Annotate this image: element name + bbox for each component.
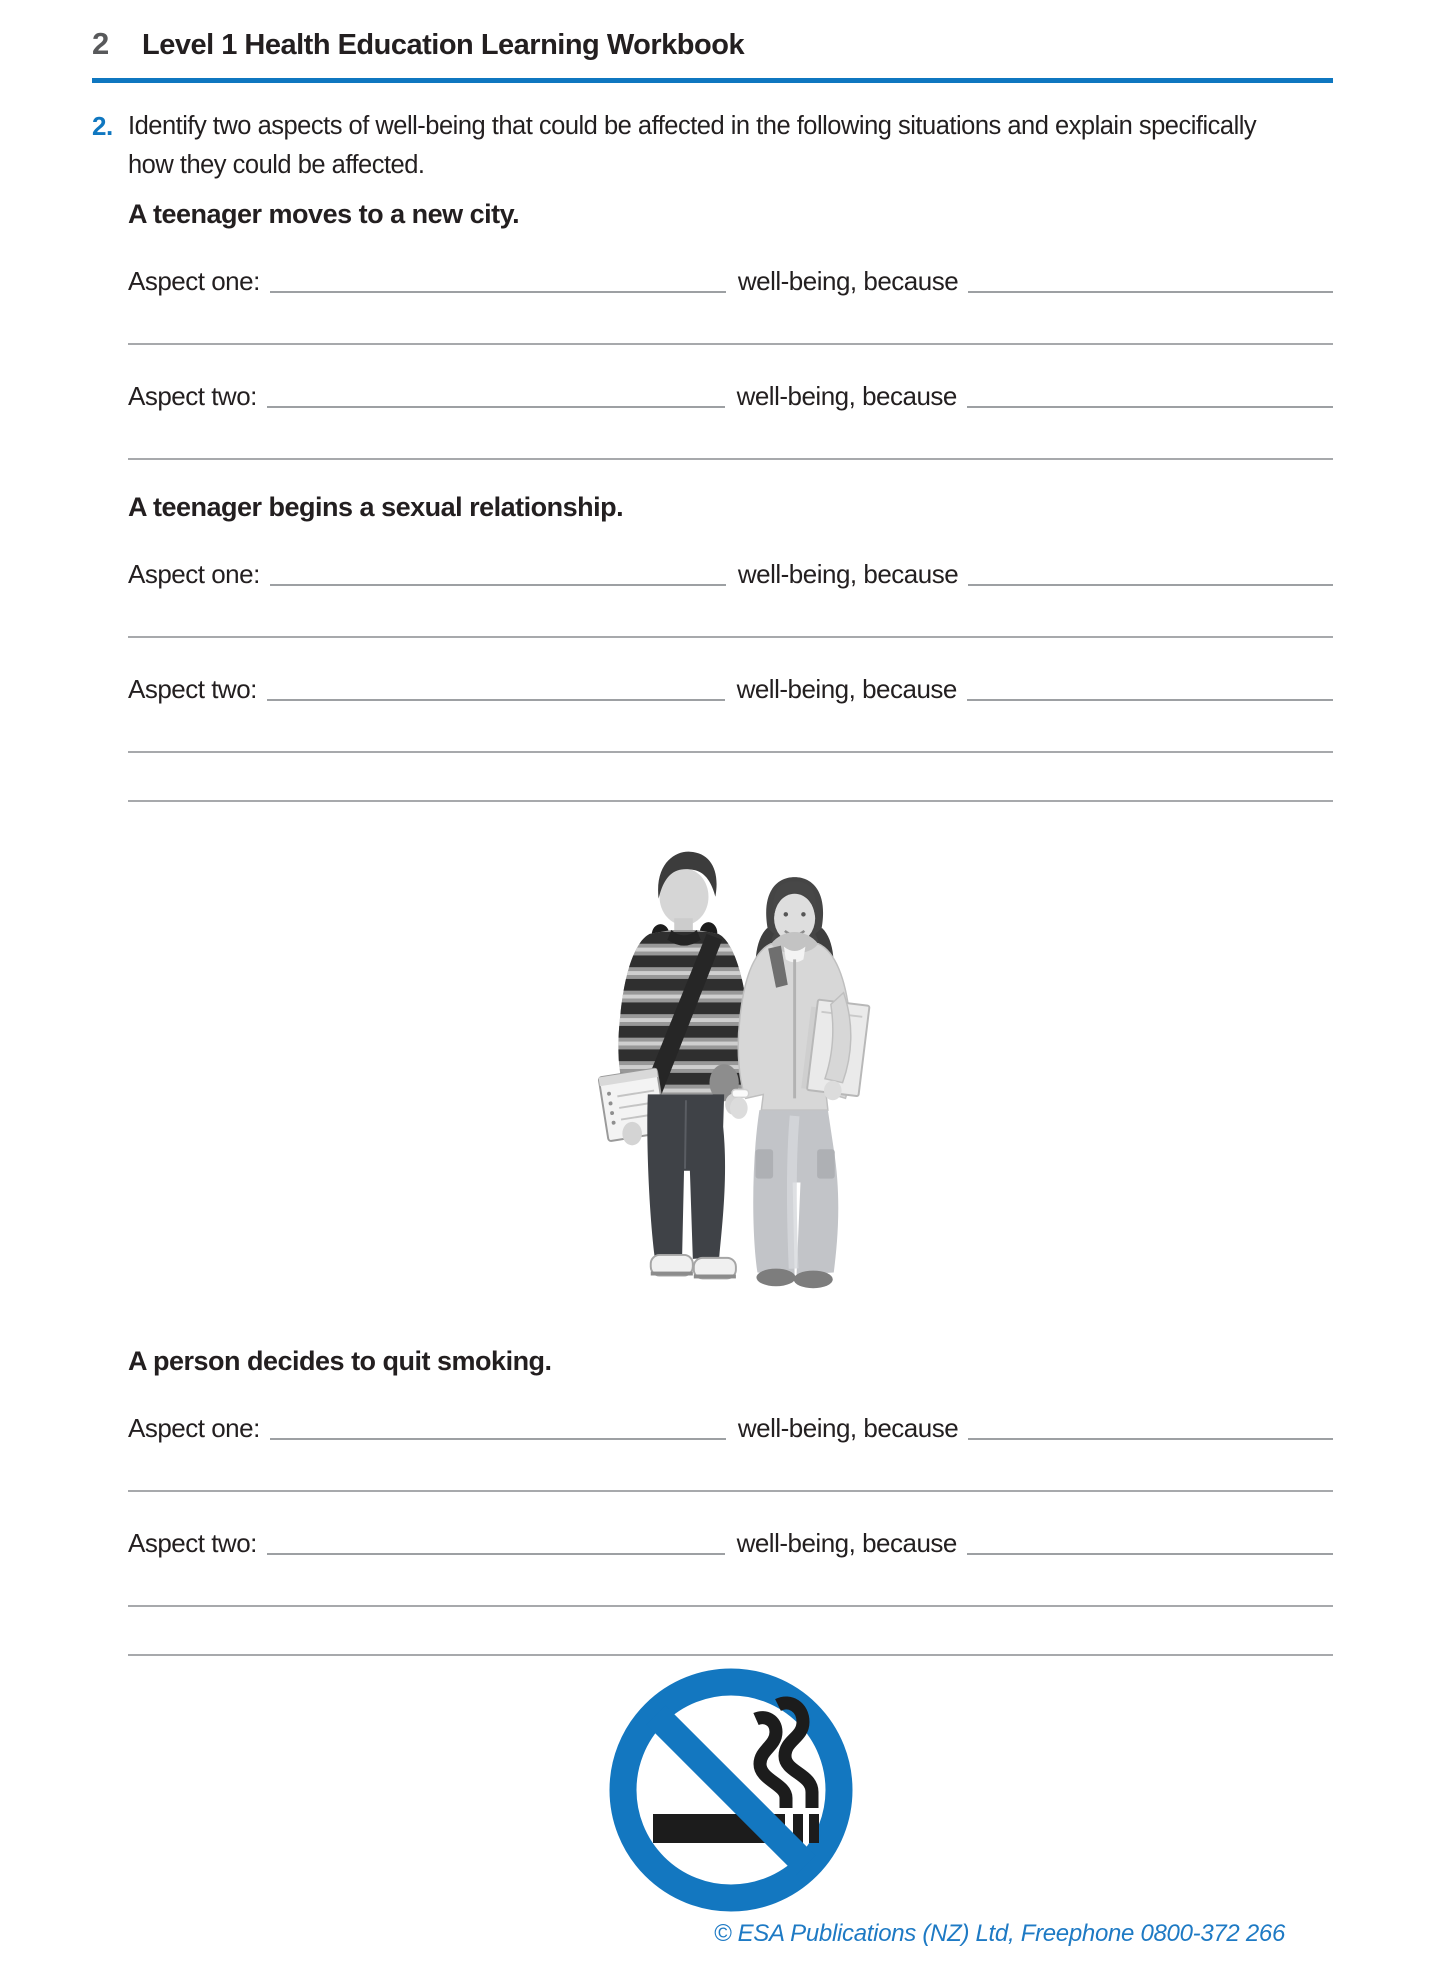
answer-blank bbox=[968, 583, 1333, 586]
wellbeing-label: well-being, because bbox=[736, 1528, 957, 1558]
answer-line bbox=[128, 457, 1333, 460]
wellbeing-label: well-being, because bbox=[736, 674, 957, 704]
answer-blank bbox=[267, 698, 725, 701]
answer-blank bbox=[270, 583, 726, 586]
aspect-one-row bbox=[128, 254, 1333, 296]
answer-line bbox=[128, 799, 1333, 802]
aspect-two-row bbox=[128, 662, 1333, 704]
answer-blank bbox=[968, 290, 1333, 293]
question-number: 2. bbox=[92, 111, 113, 141]
workbook-title: Level 1 Health Education Learning Workbook bbox=[142, 29, 745, 61]
aspect-two-row bbox=[128, 1516, 1333, 1558]
teen-couple-photo bbox=[558, 838, 904, 1298]
photo-container bbox=[128, 838, 1333, 1298]
aspect-two-row bbox=[128, 369, 1333, 411]
aspect-one-label: Aspect one: bbox=[128, 559, 260, 589]
answer-blank bbox=[967, 698, 1333, 701]
answer-blank bbox=[967, 405, 1333, 408]
scenario-heading-new-city: A teenager moves to a new city. bbox=[128, 199, 520, 229]
question-2 bbox=[92, 107, 1333, 185]
scenario-heading-relationship: A teenager begins a sexual relationship. bbox=[128, 492, 624, 522]
answer-blank bbox=[270, 290, 726, 293]
wellbeing-label: well-being, because bbox=[736, 381, 957, 411]
page-number: 2 bbox=[92, 26, 109, 61]
answer-line bbox=[128, 1604, 1333, 1607]
scenario-heading-quit-smoking: A person decides to quit smoking. bbox=[128, 1346, 552, 1376]
aspect-two-label: Aspect two: bbox=[128, 381, 257, 411]
aspect-one-label: Aspect one: bbox=[128, 1413, 260, 1443]
question-body bbox=[128, 199, 1333, 1912]
wellbeing-label: well-being, because bbox=[737, 1413, 959, 1443]
answer-blank bbox=[270, 1437, 726, 1440]
answer-line bbox=[128, 342, 1333, 345]
answer-line bbox=[128, 750, 1333, 753]
question-text bbox=[128, 107, 1256, 185]
aspect-one-row bbox=[128, 547, 1333, 589]
header-divider bbox=[92, 78, 1333, 83]
no-smoking-container bbox=[128, 1668, 1333, 1912]
aspect-one-label: Aspect one: bbox=[128, 266, 260, 296]
page-header bbox=[92, 26, 1333, 62]
answer-blank bbox=[967, 1552, 1333, 1555]
answer-blank bbox=[267, 405, 725, 408]
wellbeing-label: well-being, because bbox=[737, 559, 959, 589]
answer-line bbox=[128, 635, 1333, 638]
answer-blank bbox=[968, 1437, 1333, 1440]
question-text-line-1: Identify two aspects of well-being that could be affected in the following situations and explain specifically bbox=[128, 112, 1257, 140]
answer-line bbox=[128, 1653, 1333, 1656]
footer-copyright: © ESA Publications (NZ) Ltd, Freephone 0800-372 266 bbox=[713, 1920, 1285, 1947]
aspect-one-row bbox=[128, 1401, 1333, 1443]
aspect-two-label: Aspect two: bbox=[128, 1528, 257, 1558]
wellbeing-label: well-being, because bbox=[737, 266, 959, 296]
answer-blank bbox=[267, 1552, 725, 1555]
no-smoking-icon bbox=[609, 1668, 853, 1912]
aspect-two-label: Aspect two: bbox=[128, 674, 257, 704]
answer-line bbox=[128, 1489, 1333, 1492]
question-text-line-2: how they could be affected. bbox=[128, 151, 425, 179]
